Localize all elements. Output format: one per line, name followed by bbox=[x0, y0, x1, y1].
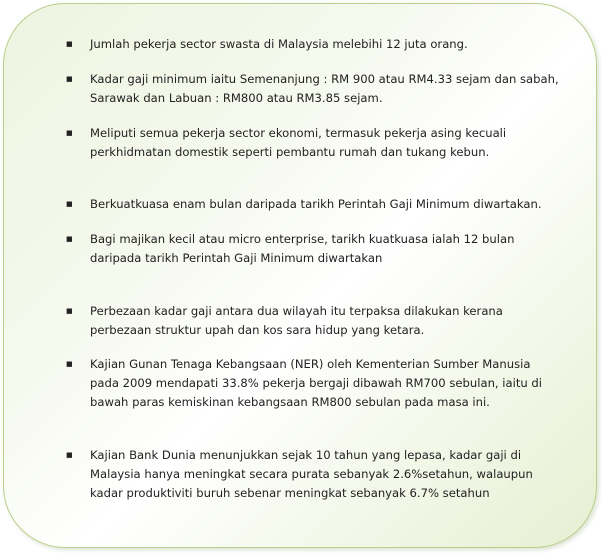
bullet-icon: ■ bbox=[66, 129, 73, 137]
list-item bbox=[66, 35, 576, 54]
text-line: Kajian Bank Dunia menunjukkan sejak 10 tahun yang lepasa, kadar gaji di bbox=[90, 448, 522, 462]
bullet-icon: ■ bbox=[66, 235, 73, 243]
bullet-icon: ■ bbox=[66, 200, 73, 208]
list-item bbox=[66, 70, 576, 108]
text-line: daripada tarikh Perintah Gaji Minimum diwartakan bbox=[90, 251, 383, 265]
list-item-text bbox=[90, 302, 576, 340]
list-item bbox=[66, 230, 576, 268]
rounded-text-box bbox=[3, 3, 597, 548]
list-item bbox=[66, 446, 576, 503]
bullet-icon: ■ bbox=[66, 307, 73, 315]
text-line: Bagi majikan kecil atau micro enterprise, tarikh kuatkuasa ialah 12 bulan bbox=[90, 232, 515, 246]
text-line: perkhidmatan domestik seperti pembantu rumah dan tukang kebun. bbox=[90, 145, 490, 159]
bullet-icon: ■ bbox=[66, 75, 73, 83]
text-line: Kajian Gunan Tenaga Kebangsaan (NER) oleh Kementerian Sumber Manusia bbox=[90, 357, 531, 371]
bullet-icon: ■ bbox=[66, 40, 73, 48]
text-line: Meliputi semua pekerja sector ekonomi, termasuk pekerja asing kecuali bbox=[90, 126, 507, 140]
text-line: Perbezaan kadar gaji antara dua wilayah itu terpaksa dilakukan kerana bbox=[90, 304, 503, 318]
list-item bbox=[66, 195, 576, 214]
text-line: Malaysia hanya meningkat secara purata sebanyak 2.6%setahun, walaupun bbox=[90, 467, 533, 481]
list-item bbox=[66, 355, 576, 412]
bullet-icon: ■ bbox=[66, 360, 73, 368]
list-item bbox=[66, 302, 576, 340]
text-line: Jumlah pekerja sector swasta di Malaysia melebihi 12 juta orang. bbox=[90, 37, 468, 51]
text-line: Berkuatkuasa enam bulan daripada tarikh Perintah Gaji Minimum diwartakan. bbox=[90, 197, 542, 211]
text-line: perbezaan struktur upah dan kos sara hidup yang ketara. bbox=[90, 323, 425, 337]
list-item-text bbox=[90, 446, 576, 503]
list-item-text bbox=[90, 35, 576, 54]
list-item-text bbox=[90, 355, 576, 412]
bullet-icon: ■ bbox=[66, 451, 73, 459]
list-item-text bbox=[90, 124, 576, 162]
text-line: Sarawak dan Labuan : RM800 atau RM3.85 sejam. bbox=[90, 91, 383, 105]
list-item-text bbox=[90, 195, 576, 214]
list-item-text bbox=[90, 70, 576, 108]
list-item-text bbox=[90, 230, 576, 268]
text-line: pada 2009 mendapati 33.8% pekerja bergaji dibawah RM700 sebulan, iaitu di bbox=[90, 376, 542, 390]
text-line: Kadar gaji minimum iaitu Semenanjung : RM 900 atau RM4.33 sejam dan sabah, bbox=[90, 72, 559, 86]
text-line: bawah paras kemiskinan kebangsaan RM800 sebulan pada masa ini. bbox=[90, 395, 490, 409]
list-item bbox=[66, 124, 576, 162]
text-line: kadar produktiviti buruh sebenar meningkat sebanyak 6.7% setahun bbox=[90, 486, 490, 500]
